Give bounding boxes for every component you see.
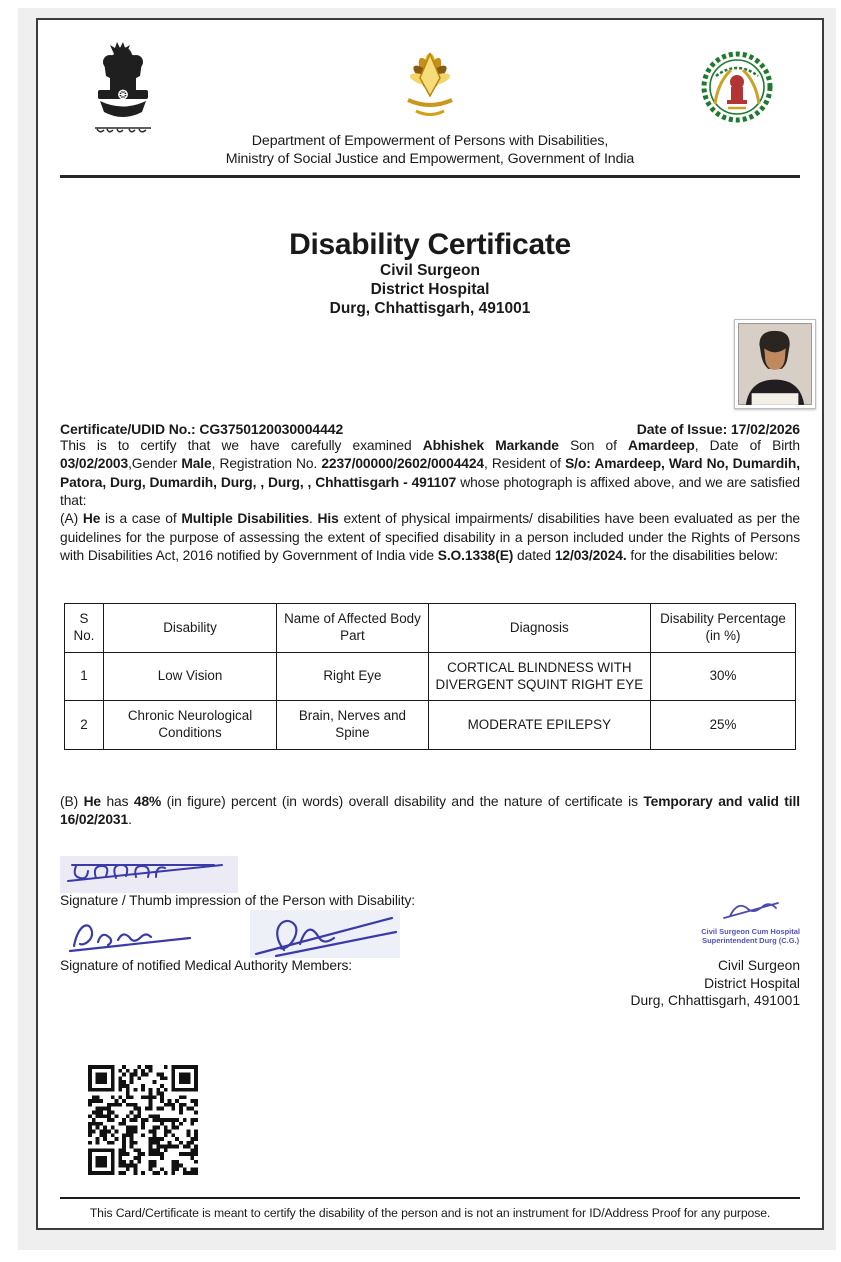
col-diagnosis: Diagnosis — [429, 604, 651, 653]
clause-a-paragraph: (A) He is a case of Multiple Disabilities. His extent of physical impairments/ disabilities have been evaluated as per the guidelines for the purpose of assessing the extent of specified disability in a person included under the Rights of Persons with Disabilities Act, 2016 notified by Government of India vide S.O.1338(E) dated 12/03/2024. for the disabilities below: — [60, 511, 800, 564]
clause-b-paragraph: (B) He has 48% (in figure) percent (in words) overall disability and the nature of certificate is Temporary and valid till 16/02/2031. — [60, 793, 800, 828]
issuing-location: Durg, Chhattisgarh, 491001 — [329, 300, 531, 318]
issuing-authority: Civil Surgeon — [380, 262, 480, 280]
disabilities-table — [64, 603, 797, 750]
intro-paragraph: This is to certify that we have carefully examined Abhishek Markande Son of Amardeep, Date of Birth 03/02/2003,Gender Male, Registration No. 2237/00000/2602/0004424, Resident of S/o: Amardeep, Ward No, Dumardih, Patora, Durg, Dumardih, Durg, , Durg, , Chhattisgarh - 491107 whose photograph is affixed above, and we are satisfied that: — [60, 438, 800, 509]
cell-sno: 2 — [64, 701, 104, 750]
issuing-hospital: District Hospital — [370, 281, 490, 299]
page-background — [18, 8, 836, 1250]
disclaimer-text: This Card/Certificate is meant to certify the disability of the person and is not an instrument for ID/Address Proof for any purpose. — [89, 1206, 771, 1221]
satyameva-jayate-motto — [91, 126, 155, 135]
stamp-line1: Civil Surgeon Cum Hospital — [701, 926, 800, 936]
department-line1: Department of Empowerment of Persons with Disabilities, — [251, 133, 609, 149]
signature-left-column — [60, 856, 519, 1009]
cell-disability: Chronic Neurological Conditions — [104, 701, 277, 750]
department-heading — [60, 132, 800, 168]
qr-code — [88, 1065, 198, 1175]
authority-title: Civil Surgeon — [717, 958, 800, 974]
stamp-line2: Superintendent Durg (C.G.) — [702, 936, 800, 946]
cell-diagnosis: CORTICAL BLINDNESS WITH DIVERGENT SQUINT RIGHT EYE — [429, 652, 651, 701]
person-signature-label: Signature / Thumb impression of the Person with Disability: — [60, 892, 416, 908]
certificate-sheet — [36, 18, 824, 1230]
stamp-signature — [716, 896, 786, 922]
cell-percentage: 30% — [650, 652, 796, 701]
authority-stamp — [701, 896, 800, 946]
swavlamban-logo-icon — [388, 44, 472, 124]
table-row — [64, 701, 796, 750]
chhattisgarh-emblem-icon — [698, 46, 776, 128]
cell-disability: Low Vision — [104, 652, 277, 701]
table-row — [64, 652, 796, 701]
cell-diagnosis: MODERATE EPILEPSY — [429, 701, 651, 750]
india-national-emblem-icon — [84, 40, 162, 135]
authority-signatures — [60, 910, 519, 958]
signature-area — [60, 856, 800, 1009]
cell-percentage: 25% — [650, 701, 796, 750]
col-disability: Disability — [104, 604, 277, 653]
person-signature — [60, 856, 238, 893]
issue-date: Date of Issue: 17/02/2026 — [636, 421, 800, 438]
department-line2: Ministry of Social Justice and Empowerment, Government of India — [225, 151, 635, 168]
photo-area — [60, 319, 800, 421]
cell-sno: 1 — [64, 652, 104, 701]
udid-number: Certificate/UDID No.: CG3750120030004442 — [60, 421, 344, 438]
cell-body-part: Brain, Nerves and Spine — [276, 701, 428, 750]
cell-body-part: Right Eye — [276, 652, 428, 701]
col-body-part: Name of Affected Body Part — [276, 604, 428, 653]
col-sno: S No. — [64, 604, 104, 653]
udid-row — [60, 421, 800, 437]
authority-signature-label: Signature of notified Medical Authority Members: — [60, 957, 352, 973]
table-header-row — [64, 604, 796, 653]
emblem-row — [60, 40, 800, 128]
header-divider — [60, 175, 800, 178]
certificate-title: Disability Certificate — [289, 228, 571, 262]
signature-right-column — [534, 896, 800, 1009]
authority-designation — [630, 957, 800, 1009]
applicant-photo — [734, 319, 816, 409]
col-percentage: Disability Percentage (in %) — [650, 604, 796, 653]
authority-hospital: District Hospital — [704, 975, 800, 991]
authority-address: Durg, Chhattisgarh, 491001 — [630, 992, 800, 1008]
footer-divider — [60, 1197, 800, 1199]
